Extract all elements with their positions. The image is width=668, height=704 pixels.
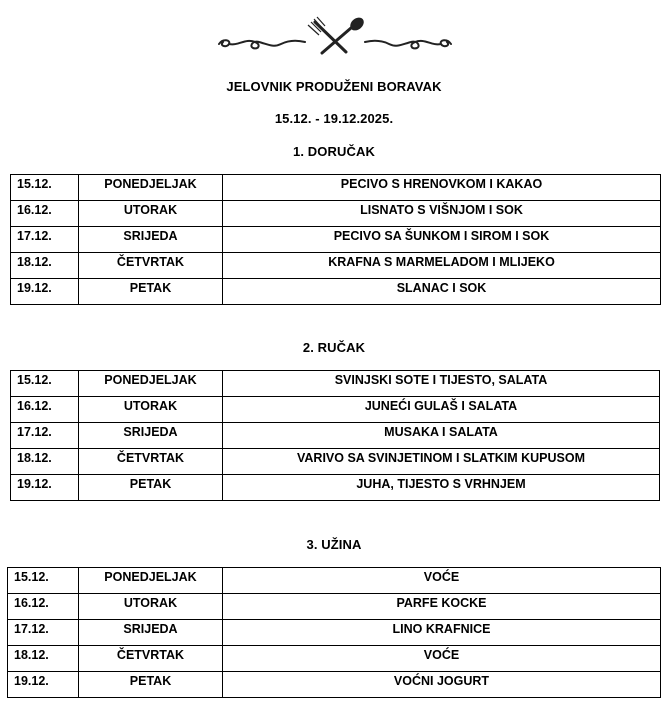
day-cell: ČETVRTAK bbox=[79, 646, 223, 672]
date-cell: 17.12. bbox=[11, 227, 79, 253]
table-row bbox=[11, 449, 660, 475]
date-cell: 15.12. bbox=[11, 371, 79, 397]
table-row bbox=[11, 371, 660, 397]
table-row bbox=[11, 423, 660, 449]
day-cell: PETAK bbox=[79, 475, 223, 501]
lunch-table bbox=[10, 370, 660, 501]
meal-cell: PECIVO S HRENOVKOM I KAKAO bbox=[223, 175, 661, 201]
day-cell: PONEDJELJAK bbox=[79, 175, 223, 201]
table-row bbox=[11, 201, 661, 227]
day-cell: UTORAK bbox=[79, 594, 223, 620]
date-cell: 19.12. bbox=[11, 475, 79, 501]
meal-cell: JUHA, TIJESTO S VRHNJEM bbox=[223, 475, 660, 501]
meal-cell: VARIVO SA SVINJETINOM I SLATKIM KUPUSOM bbox=[223, 449, 660, 475]
day-cell: SRIJEDA bbox=[79, 227, 223, 253]
table-row bbox=[11, 279, 661, 305]
meal-cell: SLANAC I SOK bbox=[223, 279, 661, 305]
day-cell: ČETVRTAK bbox=[79, 253, 223, 279]
date-cell: 18.12. bbox=[11, 449, 79, 475]
meal-cell: JUNEĆI GULAŠ I SALATA bbox=[223, 397, 660, 423]
date-cell: 18.12. bbox=[8, 646, 79, 672]
date-range: 15.12. - 19.12.2025. bbox=[274, 111, 394, 126]
day-cell: ČETVRTAK bbox=[79, 449, 223, 475]
breakfast-table bbox=[10, 174, 661, 305]
table-row bbox=[11, 253, 661, 279]
date-cell: 19.12. bbox=[11, 279, 79, 305]
table-row bbox=[11, 475, 660, 501]
date-cell: 16.12. bbox=[11, 201, 79, 227]
date-cell: 15.12. bbox=[8, 568, 79, 594]
day-cell: SRIJEDA bbox=[79, 620, 223, 646]
date-cell: 16.12. bbox=[11, 397, 79, 423]
table-row bbox=[8, 568, 661, 594]
meal-cell: MUSAKA I SALATA bbox=[223, 423, 660, 449]
meal-cell: PECIVO SA ŠUNKOM I SIROM I SOK bbox=[223, 227, 661, 253]
section-title: 2. RUČAK bbox=[302, 340, 366, 355]
meal-cell: VOĆNI JOGURT bbox=[223, 672, 661, 698]
date-cell: 17.12. bbox=[11, 423, 79, 449]
table-row bbox=[8, 672, 661, 698]
meal-cell: VOĆE bbox=[223, 568, 661, 594]
table-row bbox=[11, 227, 661, 253]
meal-cell: KRAFNA S MARMELADOM I MLIJEKO bbox=[223, 253, 661, 279]
meal-cell: VOĆE bbox=[223, 646, 661, 672]
date-cell: 16.12. bbox=[8, 594, 79, 620]
date-cell: 18.12. bbox=[11, 253, 79, 279]
day-cell: PONEDJELJAK bbox=[79, 371, 223, 397]
snack-table bbox=[7, 567, 661, 698]
table-row bbox=[8, 594, 661, 620]
day-cell: PETAK bbox=[79, 672, 223, 698]
menu-title: JELOVNIK PRODUŽENI BORAVAK bbox=[226, 79, 442, 94]
meal-cell: PARFE KOCKE bbox=[223, 594, 661, 620]
date-cell: 15.12. bbox=[11, 175, 79, 201]
day-cell: PONEDJELJAK bbox=[79, 568, 223, 594]
day-cell: SRIJEDA bbox=[79, 423, 223, 449]
meal-cell: LINO KRAFNICE bbox=[223, 620, 661, 646]
day-cell: PETAK bbox=[79, 279, 223, 305]
date-cell: 17.12. bbox=[8, 620, 79, 646]
section-title: 1. DORUČAK bbox=[293, 144, 375, 159]
day-cell: UTORAK bbox=[79, 397, 223, 423]
meal-cell: SVINJSKI SOTE I TIJESTO, SALATA bbox=[223, 371, 660, 397]
section-title: 3. UŽINA bbox=[306, 537, 362, 552]
meal-cell: LISNATO S VIŠNJOM I SOK bbox=[223, 201, 661, 227]
table-row bbox=[11, 397, 660, 423]
fork-and-spoon-flourish-icon bbox=[215, 16, 455, 58]
table-row bbox=[8, 646, 661, 672]
day-cell: UTORAK bbox=[79, 201, 223, 227]
date-cell: 19.12. bbox=[8, 672, 79, 698]
table-row bbox=[11, 175, 661, 201]
table-row bbox=[8, 620, 661, 646]
